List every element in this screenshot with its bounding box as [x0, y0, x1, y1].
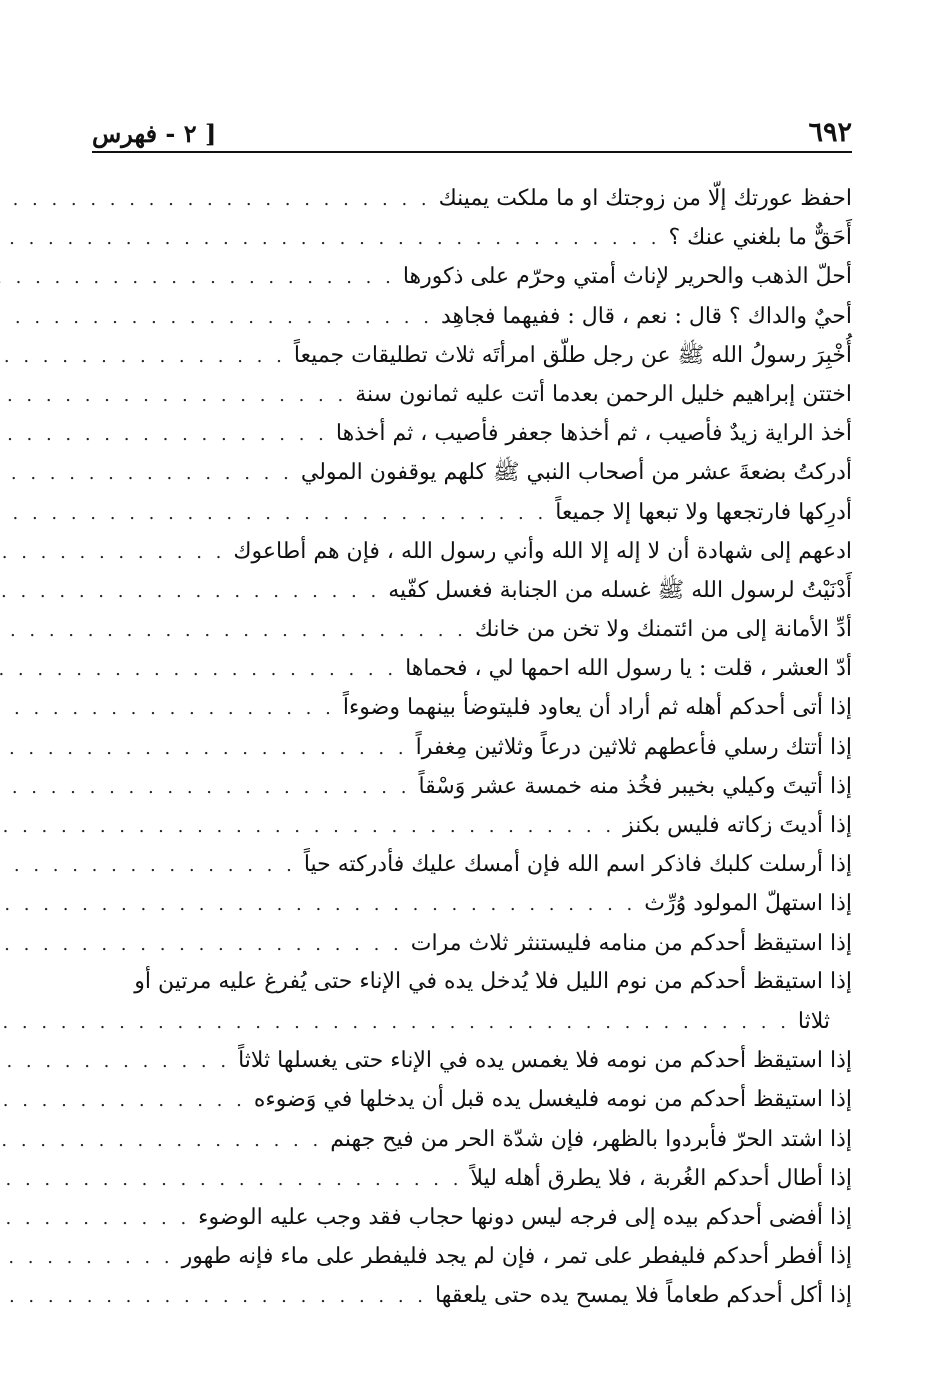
index-entry	[92, 570, 852, 609]
dot-leader	[0, 885, 636, 924]
index-entry	[92, 844, 852, 883]
dot-leader	[0, 180, 431, 219]
entry-text: إذا أفضى أحدكم بيده إلى فرجه ليس دونها حجاب فقد وجب عليه الوضوء	[198, 1204, 852, 1230]
header-rule	[92, 151, 852, 153]
entry-text: إذا استيقظ أحدكم من نوم الليل فلا يُدخل يده في الإناء حتى يُفرغ عليه مرتين أو	[134, 968, 852, 994]
entry-text: إذا أتيتَ وكيلي بخيبر فخُذ منه خمسة عشر وَسْقاً	[418, 773, 852, 799]
index-entry	[92, 962, 852, 1001]
entry-text: إذا اشتد الحرّ فأبردوا بالظهر، فإن شدّة الحر من فيح جهنم	[330, 1126, 852, 1152]
index-entry	[92, 531, 852, 570]
index-entry	[92, 883, 852, 922]
entry-text: إذا استهلّ المولود وُرِّث	[644, 891, 852, 917]
entry-text: أدّ العشر ، قلت : يا رسول الله احمها لي ، فحماها	[405, 656, 852, 682]
page-number: ٦٩٢	[808, 117, 852, 148]
entry-text: أحلّ الذهب والحرير لإناث أمتي وحرّم على ذكورها	[402, 264, 852, 290]
entry-text: أُخْبِرَ رسولُ الله ﷺ عن رجل طلّق امرأتَه ثلاث تطليقات جميعاً	[293, 342, 852, 368]
dot-leader	[0, 650, 397, 689]
entry-text: إذا أتى أحدكم أهله ثم أراد أن يعاود فليتوضأ بينهما وضوءاً	[342, 695, 852, 721]
dot-leader	[0, 572, 380, 611]
index-entry	[92, 609, 852, 648]
dot-leader	[0, 1003, 790, 1042]
entry-text: إذا أرسلت كلبك فاذكر اسم الله فإن أمسك عليك فأدركته حياً	[303, 852, 852, 878]
dot-leader	[0, 689, 335, 728]
entry-text: إذا استيقظ أحدكم من نومه فلا يغمس يده في الإناء حتى يغسلها ثلاثاً	[238, 1048, 852, 1074]
index-entry	[92, 1040, 852, 1079]
dot-leader	[0, 533, 225, 572]
entry-text: إذا أكل أحدكم طعاماً فلا يمسح يده حتى يلعقها	[435, 1283, 852, 1309]
index-entry	[92, 1079, 852, 1118]
index-entry	[92, 217, 852, 256]
index-entry	[92, 805, 852, 844]
dot-leader	[0, 768, 410, 807]
dot-leader	[0, 1121, 322, 1160]
dot-leader	[0, 729, 408, 768]
entry-text: أدركتُ بضعةَ عشر من أصحاب النبي ﷺ كلهم يوقفون المولي	[300, 460, 852, 486]
index-entry	[92, 452, 852, 491]
index-entry	[92, 492, 852, 531]
entry-text: ثلاثا	[797, 1008, 830, 1034]
dot-leader	[0, 1042, 230, 1081]
index-entry	[92, 296, 852, 335]
section-title: [ ٢ - فهرس	[92, 119, 217, 148]
entry-text: أدِّ الأمانة إلى من ائتمنك ولا تخن من خانك	[474, 617, 852, 643]
dot-leader	[0, 298, 433, 337]
entry-text: إذا أديتَ زكاته فليس بكنز	[623, 813, 852, 838]
entry-text: اختتن إبراهيم خليل الرحمن بعدما أتت عليه ثمانون سنة	[355, 381, 852, 407]
dot-leader	[0, 337, 286, 376]
index-entry	[92, 1158, 852, 1197]
index-entry	[92, 1275, 852, 1314]
index-entry	[92, 1197, 852, 1236]
dot-leader	[0, 1081, 246, 1120]
dot-leader	[0, 219, 661, 258]
dot-leader	[0, 494, 547, 533]
entry-text: إذا أطال أحدكم الغُربة ، فلا يطرق أهله ليلاً	[470, 1165, 852, 1191]
entry-text: أَحَقٌّ ما بلغني عنك ؟	[668, 225, 852, 251]
index-entry	[92, 727, 852, 766]
index-entry	[92, 413, 852, 452]
dot-leader	[0, 925, 403, 964]
dot-leader	[0, 807, 615, 846]
index-entry	[92, 766, 852, 805]
entry-text: أدرِكها فارتجعها ولا تبعها إلا جميعاً	[555, 499, 852, 525]
page-header	[92, 108, 852, 148]
entry-text: إذا أفطر أحدكم فليفطر على تمر ، فإن لم يجد فليفطر على ماء فإنه طهور	[181, 1244, 852, 1270]
dot-leader	[0, 1199, 190, 1238]
index-entry	[92, 1119, 852, 1158]
dot-leader	[0, 376, 347, 415]
index-entry	[92, 374, 852, 413]
index-entry	[92, 178, 852, 217]
index-entry	[92, 256, 852, 295]
entry-text: إذا استيقظ أحدكم من نومه فليغسل يده قبل أن يدخلها في وَضوءه	[253, 1087, 852, 1113]
dot-leader	[0, 1238, 174, 1277]
entry-text: إذا أتتك رسلي فأعطهم ثلاثين درعاً وثلاثين مِغفراً	[415, 734, 852, 760]
index-entry	[92, 687, 852, 726]
index-entry	[92, 335, 852, 374]
dot-leader	[0, 611, 467, 650]
dot-leader	[0, 1277, 427, 1316]
entry-text: أحيٌ والداك ؟ قال : نعم ، قال : ففيهما فجاهِد	[440, 303, 852, 329]
entry-text: أخذ الراية زيدٌ فأصيب ، ثم أخذها جعفر فأصيب ، ثم أخذها	[335, 421, 852, 447]
index-entry	[92, 923, 852, 962]
dot-leader	[0, 1160, 462, 1199]
entry-text: احفظ عورتك إلّا من زوجتك او ما ملكت يمينك	[438, 186, 852, 211]
index-entry	[92, 1236, 852, 1275]
entry-text: ادعهم إلى شهادة أن لا إله إلا الله وأني رسول الله ، فإن هم أطاعوك	[233, 538, 852, 564]
entry-text: أَدْنَيْتُ لرسول الله ﷺ غسله من الجنابة فغسل كفّيه	[388, 577, 852, 603]
dot-leader	[0, 454, 293, 493]
dot-leader	[0, 846, 296, 885]
dot-leader	[0, 415, 328, 454]
index-entry	[92, 1001, 852, 1040]
entry-text: إذا استيقظ أحدكم من منامه فليستنثر ثلاث مرات	[410, 930, 852, 956]
index-entries	[92, 178, 852, 1314]
dot-leader	[0, 258, 395, 297]
index-entry	[92, 648, 852, 687]
